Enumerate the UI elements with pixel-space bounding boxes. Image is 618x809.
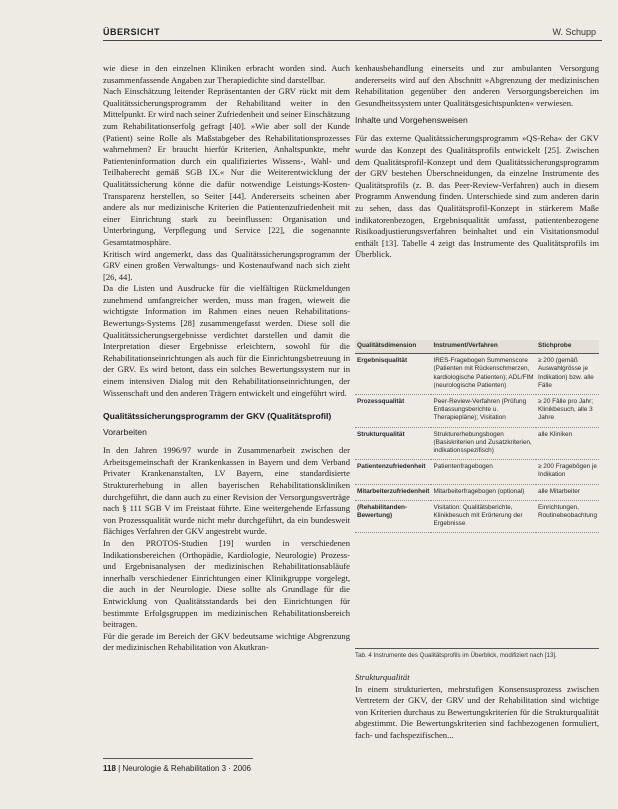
table-cell: IRES-Fragebogen Summenscore (Patienten mit Rückenschmerzen, kardiologische Patienten); ADL/FIM (neurologische Patienten) <box>431 354 536 395</box>
table-caption: Tab. 4 Instrumente des Qualitätsprofils im Überblick, modifiziert nach [13]. <box>355 648 599 659</box>
section-heading: Qualitätssicherungsprogramm der GKV (Qualitätsprofil) <box>103 411 332 422</box>
table-cell: Visitation: Qualitätsberichte, Klinikbesuch mit Erörterung der Ergebnisse <box>431 500 536 533</box>
footer-separator: | <box>118 764 123 773</box>
structure-quality-block <box>355 672 599 742</box>
table-cell: alle Kliniken <box>536 427 599 460</box>
paragraph: In einem strukturierten, mehrstufigen Konsensusprozess zwischen Vertretern der GKV, der GRV und der Rehabilitation sind wichtige von Kriterien durchaus zu Bewertungskriterien für die Strukturqualität abgestimmt. Die Bewertungskriterien sind fachbezogenen formuliert, fach- und fachspezifischen... <box>355 683 599 740</box>
table-cell: Patientenzufriedenheit <box>355 460 431 484</box>
table-cell: Strukturqualität <box>355 427 431 460</box>
paragraph: In den PROTOS-Studien [19] wurden in verschiedenen Indikationsbereichen (Orthopädie, Kardiologie, Neurologie) Prozess- und Ergebnisanalysen der medizinischen Rehabilitationsabläufe innerhalb verschiedener Einrichtungen einer Klinikgruppe vorgelegt, die auch in der Neurologie. Diese sollte als Grundlage für die Entwicklung von Qualitätsstandards bei den Einrichtungen für bestimmte Erfolgsgruppen im medizinischen Rehabilitationsbereich beitragen. <box>103 537 350 630</box>
page-header-author: W. Schupp <box>552 27 596 37</box>
page-number: 118 <box>103 764 116 773</box>
header-rule <box>103 40 602 41</box>
table-cell: Einrichtungen, Routinebeobachtung <box>536 500 599 533</box>
paragraph: Nach Einschätzung leitender Repräsentanten der GRV rückt mit dem Qualitätssicherungsprogramm der Rehabilitand weiter in den Mittelpunkt. Er wird nach seiner Zufriedenheit und seiner Einschätzung zum Rehabilitationserfolg gefragt [40]. »Wie aber soll der Kunde (Patient) seine Rolle als Maßstabgeber des Rehabilitationsprozesses wahrnehmen? Er braucht hierfür Kriterien, Anhaltspunkte, mehr Patienteninformation durch ein qualifiziertes Wissens-, Wahl- und Teilhaberecht gemäß SGB IX.« Nur die Weiterentwicklung der Qualitätssicherung könne die dafür notwendige Leistungs-Kosten-Transparenz herstellen, so Seiter [44]. Andererseits scheinen aber andere als nur medizinische Kriterien die Patientenzufriedenheit mit einer Einrichtung stark zu beeinflussen: Organisation und Unterbringung, Verpflegung und Service [22], die sogenannte Gesamtatmosphäre. <box>103 86 350 247</box>
table-row <box>355 484 599 500</box>
paragraph: Da die Listen und Ausdrucke für die vielfältigen Rückmeldungen zunehmend umfangreicher werden, muss man fragen, wieweit die wichtigste Information im Rahmen eines neuen Rehabilitations-Bewertungs-Systems [28] zusammengefasst werden. Diese soll die Qualitätssicherungsergebnisse verdichtet darstellen und damit die Interpretation dieser Ergebnisse erleichtern, sowohl für die Rehabilitationseinrichtungen als auch für die Einrichtungsbetreuung in der GRV. Es wird betont, dass ein solches Bewertungssystem nur in einem intensiven Dialog mit den Rehabilitationseinrichtungen, der Wissenschaft und den anderen Trägern entwickelt und eingeführt wird. <box>103 283 350 398</box>
page-header-section: ÜBERSICHT <box>103 27 161 37</box>
subheading: Vorarbeiten <box>103 427 147 438</box>
paragraph: Kritisch wird angemerkt, dass das Qualitätssicherungsprogramm der GRV einen großen Verwaltungs- und Kostenaufwand nach sich zieht [26, 44]. <box>103 248 350 282</box>
paragraph: Für die gerade im Bereich der GKV bedeutsame wichtige Abgrenzung der medizinischen Rehabilitation von Akutkran- <box>103 630 350 653</box>
table-cell: Prozessqualität <box>355 395 431 428</box>
table-cell: Mitarbeiterzufriedenheit <box>355 484 431 500</box>
table-header: Instrument/Verfahren <box>431 340 536 354</box>
paragraph: kenhausbehandlung einerseits und zur ambulanten Versorgung andererseits wird auf den Abschnitt »Abgrenzung der medizinischen Rehabilitation gegenüber den anderen Versorgungsbereichen im Gesundheitssystem unter Qualitätsgesichtspunkten« verwiesen. <box>355 63 599 108</box>
table-row <box>355 460 599 484</box>
table-header: Qualitätsdimension <box>355 340 431 354</box>
table-cell: ≥ 200 (gemäß Auswahlgrösse je Indikation) bzw. alle Fälle <box>536 354 599 395</box>
table-row <box>355 354 599 395</box>
table-row <box>355 395 599 428</box>
left-column <box>103 63 350 654</box>
footer-rule <box>103 758 253 759</box>
table-cell: Ergebnisqualität <box>355 354 431 395</box>
page-footer <box>103 764 251 773</box>
table-header: Stichprobe <box>536 340 599 354</box>
paragraph: In den Jahren 1996/97 wurde in Zusammenarbeit zwischen der Arbeitsgemeinschaft der Krankenkassen in Bayern und dem Verband Privater Krankenanstalten, LV Bayern, eine standardisierte Strukturerhebung in allen bayerischen Rehabilitationskliniken durchgeführt, die dann auch zu einer Revision der Versorgungsverträge nach § 111 SGB V im Freistaat führte. Eine weitergehende Erfassung von Prozessqualität wurde nicht mehr durchgeführt, da ein bundesweit flächiges Verfahren der GKV angestrebt wurde. <box>103 445 350 537</box>
table-cell: Mitarbeiterfragebogen (optional) <box>431 484 536 500</box>
subheading: Strukturqualität <box>355 672 410 682</box>
right-column <box>355 63 599 261</box>
subheading: Inhalte und Vorgehensweisen <box>355 115 468 126</box>
journal-name: Neurologie & Rehabilitation 3 · 2006 <box>122 764 251 773</box>
table-row <box>355 500 599 533</box>
table-cell: ≥ 200 Fragebögen je Indikation <box>536 460 599 484</box>
paragraph: Für das externe Qualitätssicherungsprogramm »QS-Reha« der GKV wurde das Konzept des Qualitätsprofils entwickelt [25]. Zwischen dem Qualitätsprofil-Konzept und dem Qualitätssicherungsprogramm der GRV bestehen Überschneidungen, da einzelne Instrumente des Qualitätsprofils (z. B. das Peer-Review-Verfahren) auch in diesem Programm Anwendung finden. Unterschiede sind zum anderen darin zu sehen, dass das Qualitätsprofil-Konzept in stärkerem Maße indikatorenbezogen, Ergebnisqualität umfasst, patientenbezogene Risikoadjustierungsverfahren beinhaltet und ein Visitationsmodul enthält [13]. Tabelle 4 zeigt das Instrumente des Qualitätsprofils im Überblick. <box>355 133 599 260</box>
table-cell: Peer-Review-Verfahren (Prüfung Entlassungsberichte u. Therapiepläne); Visitation <box>431 395 536 428</box>
table-row <box>355 427 599 460</box>
table-cell: (Rehabilitanden-Bewertung) <box>355 500 431 533</box>
paragraph: wie diese in den einzelnen Kliniken erbracht worden sind. Auch zusammenfassende Angaben zur Therapiedichte sind darstellbar. <box>103 63 350 85</box>
table-cell: alle Mitarbeiter <box>536 484 599 500</box>
table-cell: Patientenfragebogen <box>431 460 536 484</box>
quality-profile-table <box>355 340 599 533</box>
table-cell: Strukturerhebungsbogen (Basiskriterien und Zusatzkriterien, indikationsspezifisch) <box>431 427 536 460</box>
table-cell: ≥ 20 Fälle pro Jahr; Klinikbesuch, alle 3 Jahre <box>536 395 599 428</box>
